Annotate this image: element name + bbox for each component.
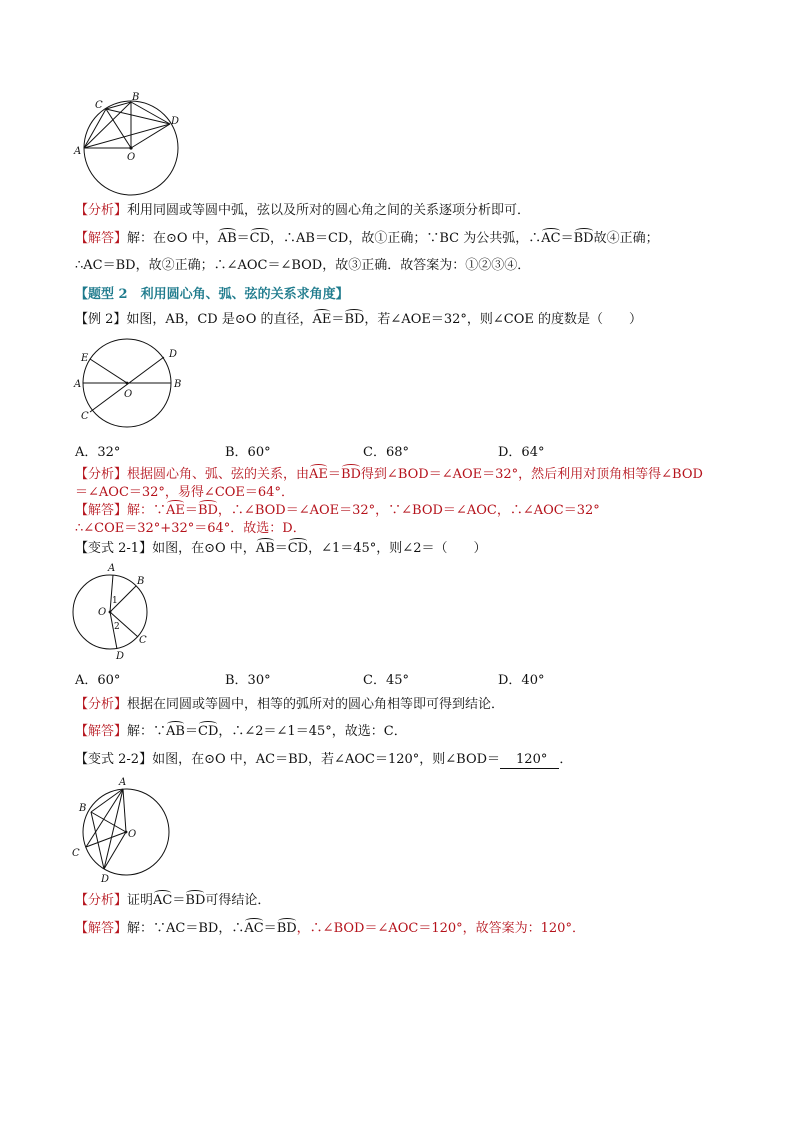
- arc-bd: BD: [276, 921, 297, 936]
- answer-tag: 【解答】: [75, 231, 128, 246]
- ex2-option-b: B．60°: [225, 445, 271, 460]
- equals-sign: ＝: [236, 231, 250, 246]
- answer-text: 解：∵: [127, 724, 167, 739]
- equals-sign: ＝: [172, 893, 186, 908]
- answer-blank: 120°: [500, 752, 559, 769]
- answer-text: ，∴AB＝CD，故①正确；∵BC 为公共弧，∴: [270, 231, 542, 246]
- equals-sign: ＝: [263, 921, 277, 936]
- analysis-tag: 【分析】: [75, 467, 128, 482]
- equals-sign: ＝: [331, 312, 345, 327]
- question-text: ．: [559, 752, 573, 767]
- arc-ae: AE: [166, 503, 185, 518]
- figure-4-circle: [68, 775, 172, 885]
- arc-ab: AB: [217, 231, 237, 246]
- fig1-label-c: C: [95, 100, 103, 111]
- var22-answer: [75, 921, 585, 937]
- var21-option-b: B．30°: [225, 673, 271, 688]
- arc-ac: AC: [244, 921, 264, 936]
- fig4-label-a: A: [119, 777, 127, 788]
- var21-analysis: [75, 697, 504, 713]
- analysis-tag: 【分析】: [75, 697, 128, 712]
- var22-analysis: [75, 893, 270, 909]
- fig3-label-c: C: [139, 635, 147, 646]
- answer-tag: 【解答】: [75, 724, 128, 739]
- var21-answer: [75, 724, 407, 740]
- ex1-analysis: [75, 203, 530, 219]
- equals-sign: ＝: [327, 467, 341, 482]
- analysis-text: 得到∠BOD＝∠AOE＝32°，然后利用对顶角相等得∠BOD: [360, 467, 703, 482]
- arc-cd: CD: [198, 724, 219, 739]
- fig3-label-d: D: [116, 651, 125, 662]
- analysis-text: 可得结论．: [205, 893, 271, 908]
- analysis-text: 根据在同圆或等圆中，相等的弧所对的圆心角相等即可得到结论．: [127, 697, 505, 712]
- analysis-tag: 【分析】: [75, 203, 128, 218]
- fig2-label-e: E: [81, 353, 89, 364]
- arc-bd: BD: [340, 467, 361, 482]
- fig4-label-o: O: [128, 829, 137, 840]
- ex2-option-d: D．64°: [498, 445, 545, 460]
- fig3-angle-2: 2: [114, 622, 120, 632]
- arc-ab: AB: [255, 541, 275, 556]
- fig1-label-a: A: [74, 146, 82, 157]
- ex2-analysis-line1: [75, 467, 703, 483]
- arc-ae: AE: [312, 312, 332, 327]
- analysis-tag: 【分析】: [75, 893, 128, 908]
- arc-cd: CD: [249, 231, 271, 246]
- answer-text: 解：∵AC＝BD，∴: [127, 921, 245, 936]
- fig2-label-o: O: [124, 389, 133, 400]
- answer-tag: 【解答】: [75, 503, 128, 518]
- arc-ac: AC: [541, 231, 561, 246]
- analysis-text: 根据圆心角、弧、弦的关系，由: [127, 467, 310, 482]
- ex2-question: [75, 312, 642, 328]
- var22-question: [75, 752, 572, 769]
- analysis-text: 利用同圆或等圆中弧，弦以及所对的圆心角之间的关系逐项分析即可．: [127, 203, 531, 218]
- arc-bd: BD: [344, 312, 365, 327]
- answer-text: 故④正确；: [593, 231, 659, 246]
- fig2-label-d: D: [169, 349, 178, 360]
- fig3-label-o: O: [98, 607, 107, 618]
- figure-2-circle: [72, 344, 188, 424]
- fig4-label-b: B: [79, 803, 87, 814]
- question-text: 【变式 2-2】如图，在⊙O 中，AC＝BD，若∠AOC＝120°，则∠BOD＝: [75, 752, 501, 767]
- answer-text: 解：在⊙O 中，: [127, 231, 218, 246]
- fig2-label-c: C: [81, 411, 89, 422]
- ex2-analysis-line2: ＝∠AOC＝32°，易得∠COE＝64°．: [75, 485, 294, 500]
- analysis-text: 证明: [127, 893, 154, 908]
- figure-4-svg: [68, 775, 172, 885]
- question-text: 【变式 2-1】如图，在⊙O 中，: [75, 541, 256, 556]
- ex1-answer-line1: [75, 231, 659, 247]
- var21-question: [75, 541, 486, 557]
- equals-sign: ＝: [274, 541, 288, 556]
- arc-ab: AB: [166, 724, 185, 739]
- equals-sign: ＝: [560, 231, 574, 246]
- equals-sign: ＝: [184, 503, 198, 518]
- answer-text: ，∴∠BOD＝∠AOC＝120°，故答案为：120°．: [296, 921, 585, 936]
- ex2-answer-line1: [75, 503, 600, 519]
- fig3-angle-1: 1: [112, 596, 118, 606]
- arc-ae: AE: [309, 467, 328, 482]
- equals-sign: ＝: [184, 724, 198, 739]
- ex2-answer-line2: ∴∠COE＝32°+32°＝64°．故选：D．: [75, 521, 306, 536]
- ex1-answer-line2: ∴AC＝BD，故②正确；∴∠AOC＝∠BOD，故③正确．故答案为：①②③④．: [75, 258, 531, 273]
- answer-text: ，∴∠2＝∠1＝45°，故选：C．: [218, 724, 407, 739]
- figure-3-svg: [64, 562, 164, 664]
- ex2-option-a: A．32°: [75, 445, 121, 460]
- fig4-label-d: D: [101, 874, 110, 885]
- section-heading-type2: 【题型 2 利用圆心角、弧、弦的关系求角度】: [75, 287, 349, 302]
- arc-bd: BD: [185, 893, 206, 908]
- answer-text: 解：∵: [127, 503, 167, 518]
- arc-cd: CD: [287, 541, 309, 556]
- fig1-label-d: D: [171, 116, 180, 127]
- arc-bd: BD: [573, 231, 594, 246]
- arc-bd: BD: [197, 503, 218, 518]
- fig1-label-b: B: [132, 92, 140, 103]
- var21-option-a: A．60°: [75, 673, 121, 688]
- figure-3-circle: [64, 562, 164, 664]
- question-text: ，若∠AOE＝32°，则∠COE 的度数是（ ）: [364, 312, 643, 327]
- question-text: 【例 2】如图，AB，CD 是⊙O 的直径，: [75, 312, 313, 327]
- figure-2-svg: [72, 344, 188, 424]
- fig1-label-o: O: [127, 152, 136, 163]
- answer-tag: 【解答】: [75, 921, 128, 936]
- fig3-label-b: B: [137, 576, 145, 587]
- fig2-label-a: A: [74, 379, 82, 390]
- fig3-label-a: A: [108, 563, 116, 574]
- var21-option-d: D．40°: [498, 673, 545, 688]
- answer-text: ，∴∠BOD＝∠AOE＝32°，∵∠BOD＝∠AOC，∴∠AOC＝32°: [217, 503, 600, 518]
- ex2-option-c: C．68°: [363, 445, 409, 460]
- figure-1-circle: [72, 94, 184, 186]
- arc-ac: AC: [153, 893, 173, 908]
- question-text: ，∠1＝45°，则∠2＝（ ）: [308, 541, 487, 556]
- var21-option-c: C．45°: [363, 673, 409, 688]
- fig4-label-c: C: [72, 848, 80, 859]
- figure-1-svg: [72, 94, 184, 186]
- fig2-label-b: B: [174, 379, 182, 390]
